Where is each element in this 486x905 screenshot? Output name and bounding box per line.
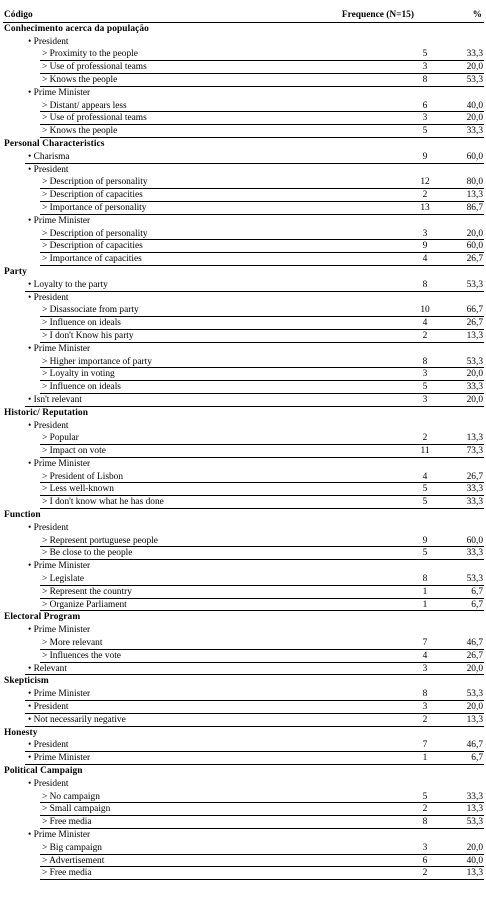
percent-value: 73,3 bbox=[466, 446, 483, 457]
row-label: • Prime Minister bbox=[28, 343, 91, 354]
frequency-value: 3 bbox=[422, 62, 428, 73]
row-label: > I don't Know his party bbox=[42, 330, 134, 341]
row-label: • President bbox=[28, 778, 69, 789]
frequency-value: 3 bbox=[422, 394, 428, 405]
table-row bbox=[3, 189, 484, 202]
frequency-value: 2 bbox=[422, 868, 428, 879]
row-label: • Prime Minister bbox=[28, 215, 91, 226]
section-heading: Political Campaign bbox=[4, 766, 83, 777]
table-row bbox=[3, 714, 484, 727]
table-row bbox=[3, 356, 484, 369]
row-label: • President bbox=[28, 292, 69, 303]
frequency-value: 3 bbox=[422, 228, 428, 239]
percent-value: 13,3 bbox=[466, 190, 483, 201]
frequency-value: 3 bbox=[422, 113, 428, 124]
frequency-value: 1 bbox=[422, 753, 428, 764]
row-label: • President bbox=[28, 420, 69, 431]
row-label: > Free media bbox=[42, 868, 92, 879]
row-label: > Popular bbox=[42, 433, 79, 444]
percent-value: 53,3 bbox=[466, 74, 483, 85]
table-row bbox=[3, 432, 484, 445]
row-label: • Prime Minister bbox=[28, 753, 91, 764]
frequency-value: 8 bbox=[422, 689, 428, 700]
percent-value: 6,7 bbox=[471, 586, 483, 597]
table-row bbox=[3, 381, 484, 394]
table-row bbox=[3, 752, 484, 765]
row-label: • President bbox=[28, 36, 69, 47]
percent-value: 33,3 bbox=[466, 126, 483, 137]
row-label: • Loyalty to the party bbox=[28, 279, 108, 290]
percent-value: 13,3 bbox=[466, 330, 483, 341]
group-label-row bbox=[3, 560, 484, 573]
row-label: > Advertisement bbox=[42, 855, 105, 866]
table-body bbox=[3, 23, 484, 880]
percent-value: 60,0 bbox=[466, 535, 483, 546]
percent-value: 6,7 bbox=[471, 753, 483, 764]
group-label-row bbox=[3, 36, 484, 49]
percent-value: 46,7 bbox=[466, 740, 483, 751]
table-row bbox=[3, 535, 484, 548]
table-row bbox=[3, 112, 484, 125]
group-label-row bbox=[3, 458, 484, 471]
frequency-value: 9 bbox=[422, 241, 428, 252]
percent-value: 20,0 bbox=[466, 394, 483, 405]
row-label: • Prime Minister bbox=[28, 625, 91, 636]
row-label: • President bbox=[28, 740, 69, 751]
frequency-value: 5 bbox=[422, 548, 428, 559]
frequency-value: 4 bbox=[422, 471, 428, 482]
table-header bbox=[3, 9, 484, 23]
frequency-value: 2 bbox=[422, 433, 428, 444]
frequency-value: 9 bbox=[422, 151, 428, 162]
frequency-value: 3 bbox=[422, 663, 428, 674]
frequency-value: 5 bbox=[422, 791, 428, 802]
row-label: > Knows the people bbox=[42, 126, 118, 137]
row-label: • President bbox=[28, 522, 69, 533]
table-row bbox=[3, 573, 484, 586]
row-label: > Legislate bbox=[42, 574, 84, 585]
percent-value: 13,3 bbox=[466, 433, 483, 444]
percent-value: 26,7 bbox=[466, 650, 483, 661]
table-row bbox=[3, 151, 484, 164]
percent-value: 20,0 bbox=[466, 113, 483, 124]
percent-value: 80,0 bbox=[466, 177, 483, 188]
row-label: • Prime Minister bbox=[28, 561, 91, 572]
row-label: > I don't know what he has done bbox=[42, 497, 164, 508]
row-label: > Influence on ideals bbox=[42, 318, 121, 329]
percent-value: 33,3 bbox=[466, 484, 483, 495]
table-row bbox=[3, 74, 484, 87]
percent-value: 86,7 bbox=[466, 202, 483, 213]
frequency-value: 8 bbox=[422, 574, 428, 585]
table-row bbox=[3, 394, 484, 407]
row-label: > Distant/ appears less bbox=[42, 100, 127, 111]
frequency-value: 13 bbox=[420, 202, 430, 213]
percent-value: 40,0 bbox=[466, 100, 483, 111]
percent-value: 20,0 bbox=[466, 842, 483, 853]
group-label-row bbox=[3, 522, 484, 535]
row-label: > Description of personality bbox=[42, 177, 148, 188]
group-label-row bbox=[3, 87, 484, 100]
table-row bbox=[3, 842, 484, 855]
row-label: > Influences the vote bbox=[42, 650, 121, 661]
row-label: • Prime Minister bbox=[28, 458, 91, 469]
row-label: • Charisma bbox=[28, 151, 70, 162]
section-heading: Party bbox=[4, 266, 27, 277]
percent-value: 53,3 bbox=[466, 279, 483, 290]
row-label: > Big campaign bbox=[42, 842, 102, 853]
frequency-table bbox=[3, 9, 484, 880]
frequency-value: 5 bbox=[422, 49, 428, 60]
percent-value: 60,0 bbox=[466, 151, 483, 162]
row-label: • Prime Minister bbox=[28, 87, 91, 98]
row-label: • Prime Minister bbox=[28, 830, 91, 840]
column-header-code: Código bbox=[4, 10, 33, 20]
table-row bbox=[3, 688, 484, 701]
row-label: > Use of professional teams bbox=[42, 113, 147, 124]
group-label-row bbox=[3, 343, 484, 356]
percent-value: 66,7 bbox=[466, 305, 483, 316]
percent-value: 53,3 bbox=[466, 817, 483, 828]
percent-value: 60,0 bbox=[466, 241, 483, 252]
frequency-value: 4 bbox=[422, 254, 428, 265]
frequency-value: 5 bbox=[422, 497, 428, 508]
group-label-row bbox=[3, 829, 484, 842]
frequency-value: 9 bbox=[422, 535, 428, 546]
frequency-value: 10 bbox=[420, 305, 430, 316]
percent-value: 33,3 bbox=[466, 382, 483, 393]
row-label: > Proximity to the people bbox=[42, 49, 138, 60]
table-row bbox=[3, 125, 484, 138]
row-label: > Less well-known bbox=[42, 484, 114, 495]
frequency-value: 2 bbox=[422, 804, 428, 815]
table-row bbox=[3, 496, 484, 509]
table-row bbox=[3, 317, 484, 330]
frequency-value: 7 bbox=[422, 638, 428, 649]
table-row bbox=[3, 663, 484, 676]
row-underline bbox=[40, 879, 484, 880]
percent-value: 33,3 bbox=[466, 548, 483, 559]
percent-value: 33,3 bbox=[466, 49, 483, 60]
table-row bbox=[3, 445, 484, 458]
section-heading: Personal Characteristics bbox=[4, 138, 105, 149]
percent-value: 13,3 bbox=[466, 804, 483, 815]
frequency-value: 5 bbox=[422, 126, 428, 137]
percent-value: 33,3 bbox=[466, 497, 483, 508]
row-label: > Loyalty in voting bbox=[42, 369, 115, 380]
table-row bbox=[3, 330, 484, 343]
table-row bbox=[3, 304, 484, 317]
table-row bbox=[3, 240, 484, 253]
table-row bbox=[3, 202, 484, 215]
row-label: > No campaign bbox=[42, 791, 100, 802]
frequency-value: 5 bbox=[422, 484, 428, 495]
row-label: > Small campaign bbox=[42, 804, 111, 815]
frequency-value: 6 bbox=[422, 855, 428, 866]
frequency-value: 8 bbox=[422, 74, 428, 85]
frequency-value: 6 bbox=[422, 100, 428, 111]
table-row bbox=[3, 867, 484, 880]
table-row bbox=[3, 547, 484, 560]
percent-value: 26,7 bbox=[466, 254, 483, 265]
row-label: > Influence on ideals bbox=[42, 382, 121, 393]
frequency-value: 8 bbox=[422, 356, 428, 367]
table-row bbox=[3, 650, 484, 663]
table-row bbox=[3, 739, 484, 752]
frequency-value: 1 bbox=[422, 586, 428, 597]
percent-value: 13,3 bbox=[466, 714, 483, 725]
table-row bbox=[3, 176, 484, 189]
table-row bbox=[3, 791, 484, 804]
table-row bbox=[3, 803, 484, 816]
section-heading: Historic/ Reputation bbox=[4, 407, 89, 418]
row-label: > Knows the people bbox=[42, 74, 118, 85]
row-label: > Represent portuguese people bbox=[42, 535, 158, 546]
percent-value: 53,3 bbox=[466, 689, 483, 700]
table-row bbox=[3, 48, 484, 61]
group-label-row bbox=[3, 292, 484, 305]
percent-value: 13,3 bbox=[466, 868, 483, 879]
percent-value: 20,0 bbox=[466, 702, 483, 713]
frequency-value: 2 bbox=[422, 330, 428, 341]
frequency-value: 3 bbox=[422, 702, 428, 713]
frequency-value: 1 bbox=[422, 599, 428, 610]
frequency-value: 2 bbox=[422, 190, 428, 201]
group-label-row bbox=[3, 164, 484, 177]
table-row bbox=[3, 637, 484, 650]
percent-value: 20,0 bbox=[466, 62, 483, 73]
percent-value: 20,0 bbox=[466, 663, 483, 674]
frequency-value: 12 bbox=[420, 177, 430, 188]
table-row bbox=[3, 701, 484, 714]
frequency-value: 8 bbox=[422, 817, 428, 828]
table-row bbox=[3, 471, 484, 484]
row-label: > Importance of personality bbox=[42, 202, 147, 213]
row-label: > Be close to the people bbox=[42, 548, 133, 559]
section-heading: Function bbox=[4, 510, 41, 521]
percent-value: 20,0 bbox=[466, 369, 483, 380]
row-label: > Impact on vote bbox=[42, 446, 106, 457]
table-row bbox=[3, 61, 484, 74]
table-row bbox=[3, 279, 484, 292]
table-row bbox=[3, 228, 484, 241]
percent-value: 53,3 bbox=[466, 574, 483, 585]
percent-value: 40,0 bbox=[466, 855, 483, 866]
row-label: > President of Lisbon bbox=[42, 471, 124, 482]
section-heading: Conhecimento acerca da população bbox=[4, 23, 149, 34]
frequency-value: 7 bbox=[422, 740, 428, 751]
row-label: • President bbox=[28, 164, 69, 175]
row-label: > Organize Parliament bbox=[42, 599, 127, 610]
frequency-value: 3 bbox=[422, 842, 428, 853]
row-label: > Free media bbox=[42, 817, 92, 828]
row-label: > Higher importance of party bbox=[42, 356, 152, 367]
frequency-value: 2 bbox=[422, 714, 428, 725]
table-row bbox=[3, 855, 484, 868]
group-label-row bbox=[3, 420, 484, 433]
row-label: > Importance of capacities bbox=[42, 254, 142, 265]
frequency-value: 4 bbox=[422, 650, 428, 661]
percent-value: 46,7 bbox=[466, 638, 483, 649]
column-header-percent: % bbox=[472, 10, 482, 20]
table-row bbox=[3, 586, 484, 599]
row-label: > Represent the country bbox=[42, 586, 132, 597]
table-row bbox=[3, 100, 484, 113]
column-header-frequence: Frequence (N=15) bbox=[341, 10, 414, 20]
row-label: • Relevant bbox=[28, 663, 67, 674]
frequency-value: 3 bbox=[422, 369, 428, 380]
frequency-value: 11 bbox=[420, 446, 430, 457]
group-label-row bbox=[3, 215, 484, 228]
percent-value: 33,3 bbox=[466, 791, 483, 802]
row-label: > More relevant bbox=[42, 638, 103, 649]
row-label: > Description of personality bbox=[42, 228, 148, 239]
section-heading: Electoral Program bbox=[4, 612, 81, 623]
table-row bbox=[3, 599, 484, 612]
row-label: > Description of capacities bbox=[42, 190, 143, 201]
percent-value: 20,0 bbox=[466, 228, 483, 239]
section-heading: Skepticism bbox=[4, 676, 49, 687]
group-label-row bbox=[3, 624, 484, 637]
frequency-value: 4 bbox=[422, 318, 428, 329]
section-heading: Honesty bbox=[4, 727, 38, 738]
frequency-value: 8 bbox=[422, 279, 428, 290]
percent-value: 6,7 bbox=[471, 599, 483, 610]
row-label: • Isn't relevant bbox=[28, 394, 82, 405]
frequency-value: 5 bbox=[422, 382, 428, 393]
row-label: • President bbox=[28, 702, 69, 713]
row-label: > Use of professional teams bbox=[42, 62, 147, 73]
table-row bbox=[3, 816, 484, 829]
percent-value: 26,7 bbox=[466, 471, 483, 482]
row-label: • Not necessarily negative bbox=[28, 714, 126, 725]
percent-value: 53,3 bbox=[466, 356, 483, 367]
table-row bbox=[3, 368, 484, 381]
row-label: > Description of capacities bbox=[42, 241, 143, 252]
table-row bbox=[3, 253, 484, 266]
table-row bbox=[3, 483, 484, 496]
row-label: > Disassociate from party bbox=[42, 305, 139, 316]
group-label-row bbox=[3, 778, 484, 791]
row-label: • Prime Minister bbox=[28, 689, 91, 700]
percent-value: 26,7 bbox=[466, 318, 483, 329]
